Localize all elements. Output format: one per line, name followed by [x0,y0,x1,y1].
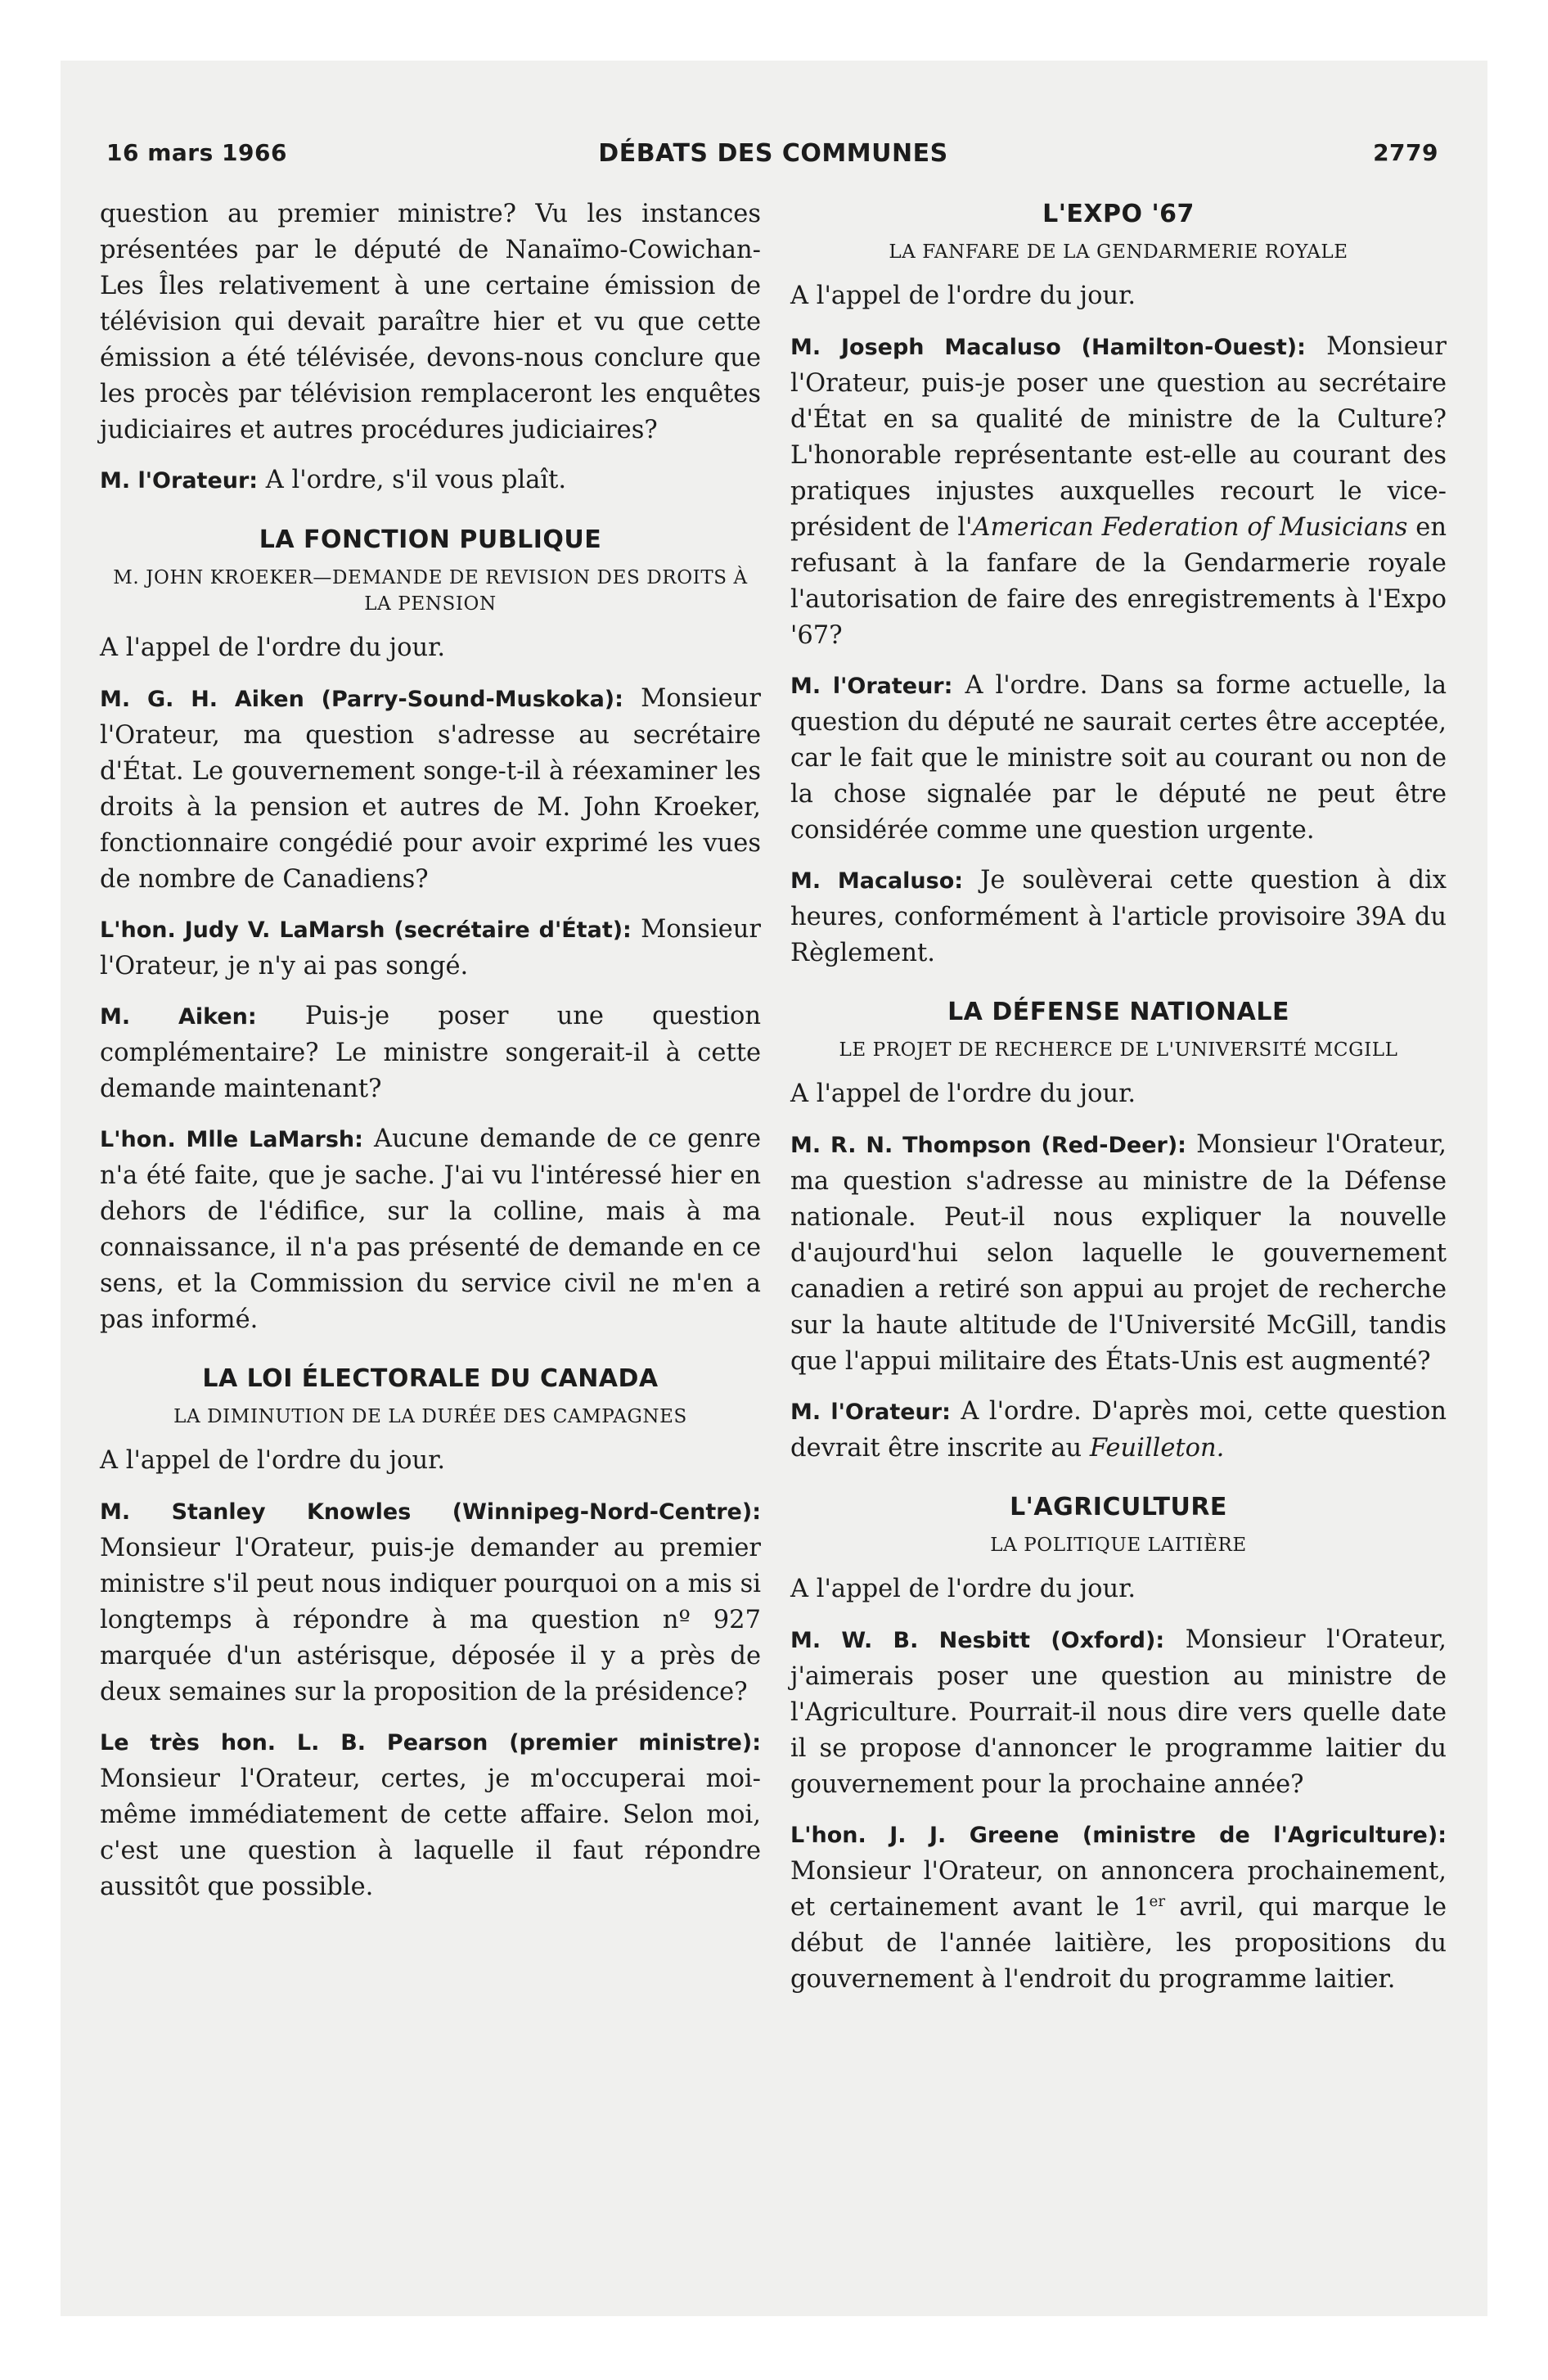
speaker: L'hon. Mlle LaMarsh: [100,1127,363,1152]
paragraph: M. Stanley Knowles (Winnipeg-Nord-Centre): Monsieur l'Orateur, puis-je demander au premier ministre s'il peut nous indiquer pourquoi on a mis si longtemps à répondre à ma question nº 927 marquée d'un astérisque, déposée il y a près de deux semaines sur la proposition de la présidence? [100,1499,761,1706]
order-call: A l'appel de l'ordre du jour. [100,1446,446,1475]
speaker: L'hon. Judy V. LaMarsh (secrétaire d'État): [100,917,632,943]
section-subtitle: LE PROJET DE RECHERCE DE L'UNIVERSITÉ MCGILL [839,1039,1398,1061]
paragraph: L'hon. Judy V. LaMarsh (secrétaire d'État): Monsieur l'Orateur, je n'y ai pas songé. [100,915,761,980]
paragraph: L'hon. J. J. Greene (ministre de l'Agriculture): Monsieur l'Orateur, on annoncera prochainement, et certainement avant le 1er avril, qui marque le début de l'année laitière, les propositions du gouvernement à l'endroit du programme laitier. [790,1823,1447,1994]
speaker: M. Macaluso: [790,868,964,894]
speaker: M. W. B. Nesbitt (Oxford): [790,1628,1165,1653]
paragraph: M. Joseph Macaluso (Hamilton-Ouest): Monsieur l'Orateur, puis-je poser une question au secrétaire d'État en sa qualité de ministre de la Culture? L'honorable représentante est-elle au courant des pratiques injustes auxquelles recourt le vice-président de l'American Federation of Musicians en refusant à la fanfare de la Gendarmerie royale l'autorisation de faire des enregistrements à l'Expo '67? [790,332,1447,650]
running-header [100,139,1447,180]
speaker: M. G. H. Aiken (Parry-Sound-Muskoka): [100,687,623,712]
section-title: LA DÉFENSE NATIONALE [947,998,1289,1026]
order-call: A l'appel de l'ordre du jour. [100,633,446,662]
speaker: L'hon. J. J. Greene (ministre de l'Agriculture): [790,1823,1447,1848]
section-subtitle: M. JOHN KROEKER—DEMANDE DE REVISION DES DROITS À LA PENSION [113,567,748,615]
section-title: L'EXPO '67 [1042,200,1195,228]
header-title: DÉBATS DES COMMUNES [598,139,948,168]
header-page-number: 2779 [1373,139,1438,166]
paragraph: M. Aiken: Puis-je poser une question complémentaire? Le ministre songerait-il à cette demande maintenant? [100,1002,761,1103]
section-title: LA LOI ÉLECTORALE DU CANADA [202,1364,659,1393]
speaker: Le très hon. L. B. Pearson (premier ministre): [100,1730,761,1756]
paragraph: question au premier ministre? Vu les instances présentées par le député de Nanaïmo-Cowichan-Les Îles relativement à une certaine émission de télévision qui devait paraître hier et vu que cette émission a été télévisée, devons-nous conclure que les procès par télévision remplaceront les enquêtes judiciaires et autres procédures judiciaires? [100,200,761,444]
section-subtitle: LA POLITIQUE LAITIÈRE [990,1535,1247,1556]
paragraph: M. R. N. Thompson (Red-Deer): Monsieur l'Orateur, ma question s'adresse au ministre de la Défense nationale. Peut-il nous expliquer la nouvelle d'aujourd'hui selon laquelle le gouvernement canadien a retiré son appui au projet de recherche sur la haute altitude de l'Université McGill, tandis que l'appui militaire des États-Unis est augmenté? [790,1130,1447,1376]
header-date: 16 mars 1966 [106,139,287,166]
paragraph: M. l'Orateur: A l'ordre, s'il vous plaît. [100,466,567,494]
order-call: A l'appel de l'ordre du jour. [790,1575,1136,1603]
section-title: L'AGRICULTURE [1010,1493,1227,1521]
order-call: A l'appel de l'ordre du jour. [790,282,1136,310]
left-column [100,196,761,1919]
speaker: M. l'Orateur: [790,674,953,699]
speaker: M. Stanley Knowles (Winnipeg-Nord-Centre): [100,1499,761,1525]
right-column [790,196,1447,2012]
section-subtitle: LA DIMINUTION DE LA DURÉE DES CAMPAGNES [173,1406,687,1427]
paragraph: M. Macaluso: Je soulèverai cette question à dix heures, conformément à l'article provisoire 39A du Règlement. [790,866,1447,967]
section-title: LA FONCTION PUBLIQUE [259,525,602,554]
paragraph: M. l'Orateur: A l'ordre. Dans sa forme actuelle, la question du député ne saurait certes être acceptée, car le fait que le ministre soit au courant ou non de la chose signalée par le député ne peut être considérée comme une question urgente. [790,671,1447,845]
paragraph: M. W. B. Nesbitt (Oxford): Monsieur l'Orateur, j'aimerais poser une question au ministre de l'Agriculture. Pourrait-il nous dire vers quelle date il se propose d'annoncer le programme laitier du gouvernement pour la prochaine année? [790,1625,1447,1799]
paragraph: M. G. H. Aiken (Parry-Sound-Muskoka): Monsieur l'Orateur, ma question s'adresse au secrétaire d'État. Le gouvernement songe-t-il à réexaminer les droits à la pension et autres de M. John Kroeker, fonctionnaire congédié pour avoir exprimé les vues de nombre de Canadiens? [100,684,761,894]
paragraph: Le très hon. L. B. Pearson (premier ministre): Monsieur l'Orateur, certes, je m'occuperai moi-même immédiatement de cette affaire. Selon moi, c'est une question à laquelle il faut répondre aussitôt que possible. [100,1730,761,1901]
speaker: M. l'Orateur: [100,468,259,494]
speaker: M. l'Orateur: [790,1400,951,1425]
section-subtitle: LA FANFARE DE LA GENDARMERIE ROYALE [889,241,1348,263]
speaker: M. R. N. Thompson (Red-Deer): [790,1133,1186,1158]
paragraph: M. l'Orateur: A l'ordre. D'après moi, cette question devrait être inscrite au Feuilleton. [790,1397,1447,1463]
speaker: M. Joseph Macaluso (Hamilton-Ouest): [790,335,1306,360]
paragraph: L'hon. Mlle LaMarsh: Aucune demande de ce genre n'a été faite, que je sache. J'ai vu l'intéressé hier en dehors de l'édifice, sur la colline, mais à ma connaissance, il n'a pas présenté de demande en ce sens, et la Commission du service civil ne m'en a pas informé. [100,1125,761,1334]
order-call: A l'appel de l'ordre du jour. [790,1080,1136,1108]
speaker: M. Aiken: [100,1004,257,1030]
